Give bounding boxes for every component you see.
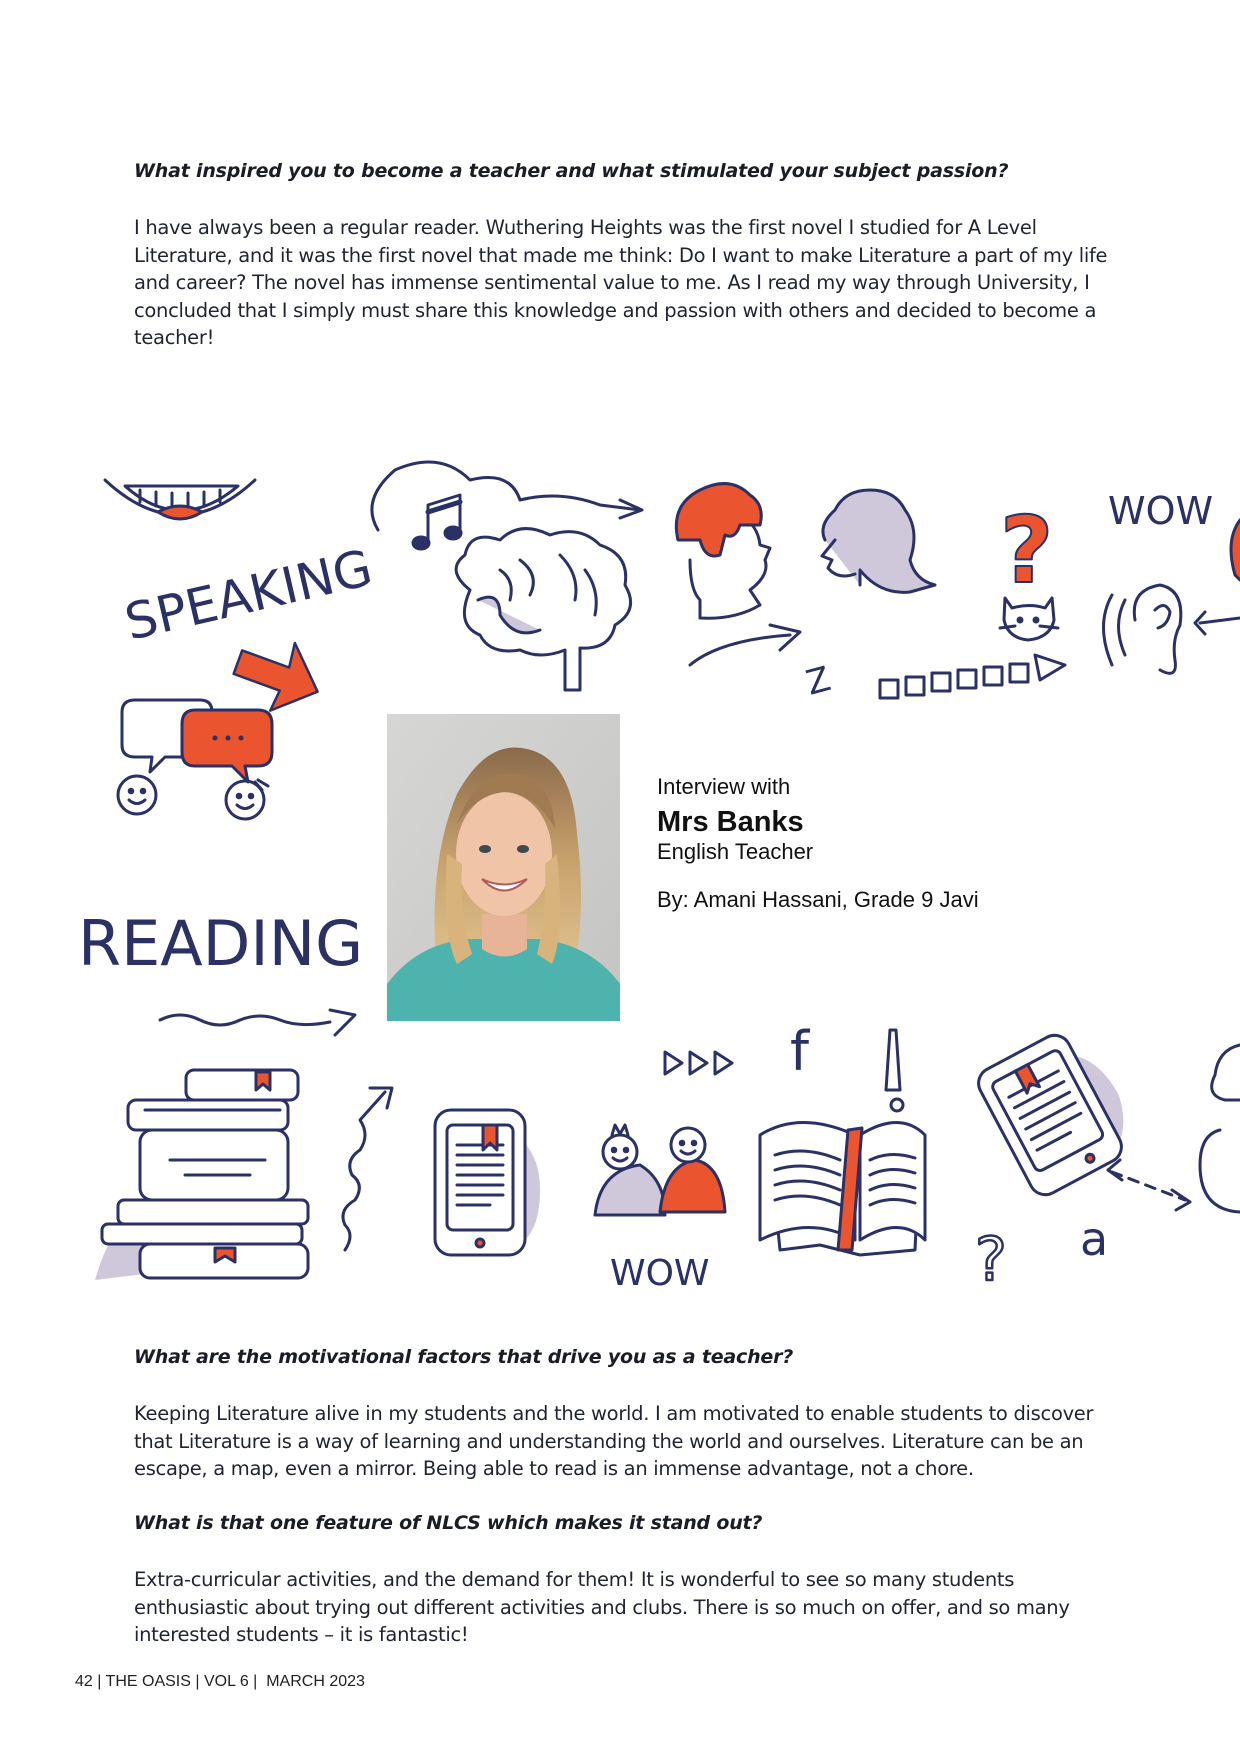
- portrait-photo: [387, 714, 620, 1021]
- play-arrows-icon: [665, 1052, 732, 1074]
- question-heading: What is that one feature of NLCS which makes it stand out?: [134, 1512, 763, 1534]
- reading-word: READING: [78, 907, 364, 980]
- squares-arrow-icon: [880, 655, 1065, 698]
- head-grey-hair-icon: [822, 490, 935, 592]
- letter-a: a: [1080, 1212, 1109, 1266]
- question-heading: What are the motivational factors that drive you as a teacher?: [134, 1346, 794, 1368]
- question-mark-icon: [1000, 497, 1053, 604]
- answer-paragraph: I have always been a regular reader. Wuthering Heights was the first novel I studied for A Level Literature, and it was the first novel that made me think: Do I want to make Literature a part of my life and career? The novel has immense sentimental value to me. As I read my way through University, I concluded that I simply must share this knowledge and passion with others and decided to become a teacher!: [134, 216, 1108, 349]
- zigzag-arrow: [343, 1092, 385, 1250]
- svg-text:?: ?: [1000, 497, 1054, 604]
- head-orange-hair-icon: [676, 484, 770, 619]
- interviewee-role: English Teacher: [657, 839, 814, 864]
- answer-paragraph: Extra-curricular activities, and the demand for them! It is wonderful to see so many students enthusiastic about trying out different activities and clubs. There is so much on offer, and so many interested students – it is fantastic!: [134, 1568, 1070, 1646]
- book-stack-icon: [95, 1070, 308, 1280]
- open-book-icon: [760, 1123, 925, 1256]
- edge-person-icon: [1212, 1045, 1240, 1100]
- page-footer: 42 | THE OASIS | VOL 6 | MARCH 2023: [75, 1673, 365, 1690]
- speaking-word: SPEAKING: [119, 538, 378, 652]
- edge-shape: [1200, 1130, 1240, 1212]
- squiggle-line: [372, 462, 640, 530]
- wavy-line: [160, 1015, 330, 1025]
- interviewee-name: Mrs Banks: [657, 806, 804, 838]
- tablet-icon: [435, 1110, 540, 1255]
- byline: By: Amani Hassani, Grade 9 Javi: [657, 887, 979, 912]
- two-people-icon: [595, 1125, 725, 1215]
- smiling-mouth-icon: [105, 480, 255, 519]
- music-note-icon: [413, 495, 461, 549]
- speech-bubbles-icon: [118, 700, 272, 819]
- letter-z: Z: [801, 659, 835, 704]
- question-heading: What inspired you to become a teacher and what stimulated your subject passion?: [134, 160, 1009, 182]
- exclamation-icon: [886, 1030, 903, 1111]
- wow-word-bottom: WOW: [610, 1253, 710, 1294]
- answer-paragraph: Keeping Literature alive in my students and the world. I am motivated to enable students to discover that Literature is a way of learning and understanding the world and ourselves. Literature can be an escape, a map, even a mirror. Being able to read is an immense advantage, not a chore.: [134, 1402, 1094, 1480]
- interview-intro: Interview with: [657, 774, 791, 799]
- ear-icon: [1104, 520, 1240, 673]
- cat-icon: [1000, 598, 1058, 640]
- pointer-arrow: [690, 635, 790, 665]
- letter-f: f: [790, 1020, 810, 1083]
- dashed-arrow: [1112, 1172, 1185, 1200]
- small-question-mark: ?: [975, 1225, 1007, 1295]
- wow-word-top: WOW: [1108, 489, 1214, 533]
- interview-title-block: [657, 774, 1077, 913]
- brain-icon: [456, 529, 631, 690]
